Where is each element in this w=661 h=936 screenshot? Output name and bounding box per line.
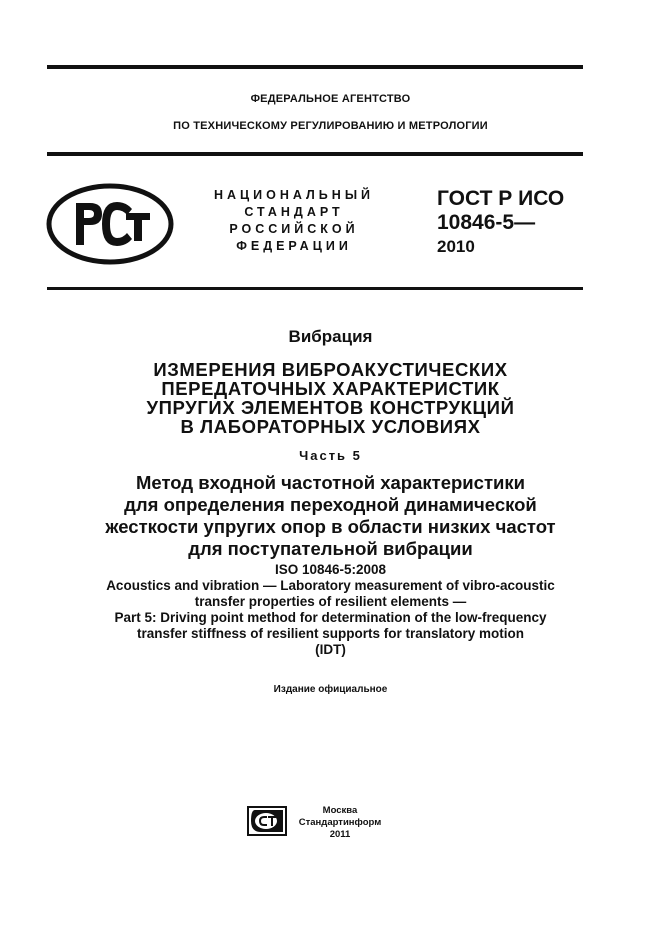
publisher-imprint [296, 805, 384, 841]
edition-label: Издание официальное [273, 684, 388, 695]
standard-designation [437, 187, 607, 259]
gost-r-certification-logo-icon [46, 183, 174, 265]
publisher-city: Москва [322, 805, 358, 816]
publisher-name: Стандартинформ [298, 817, 382, 828]
standartinform-logo-icon [247, 806, 287, 836]
lower-rule [47, 287, 583, 290]
english-title-line: Acoustics and vibration — Laboratory measurement of vibro-acoustic [106, 578, 555, 593]
main-title [0, 360, 661, 436]
part-title-line: Метод входной частотной характеристики [135, 472, 526, 493]
designation-line-1: ГОСТ Р ИСО [437, 187, 565, 210]
part-title [0, 472, 661, 560]
national-standard-line: СТАНДАРТ [244, 205, 344, 219]
designation-year: 2010 [437, 237, 475, 256]
designation-line-2: 10846-5— [437, 211, 536, 234]
subject-title: Вибрация [288, 327, 373, 346]
middle-rule [47, 152, 583, 156]
national-standard-line: НАЦИОНАЛЬНЫЙ [213, 188, 375, 202]
english-title [0, 578, 661, 658]
main-title-line: ИЗМЕРЕНИЯ ВИБРОАКУСТИЧЕСКИХ [153, 359, 508, 380]
national-standard-line: РОССИЙСКОЙ [229, 222, 359, 236]
english-title-line: (IDT) [315, 642, 346, 657]
agency-line-1: ФЕДЕРАЛЬНОЕ АГЕНТСТВО [250, 93, 411, 105]
iso-number: ISO 10846-5:2008 [274, 562, 387, 577]
main-title-line: УПРУГИХ ЭЛЕМЕНТОВ КОНСТРУКЦИЙ [146, 397, 515, 418]
agency-line-2: ПО ТЕХНИЧЕСКОМУ РЕГУЛИРОВАНИЮ И МЕТРОЛОГИИ [173, 120, 488, 132]
main-title-line: ПЕРЕДАТОЧНЫХ ХАРАКТЕРИСТИК [161, 378, 500, 399]
english-title-line: Part 5: Driving point method for determination of the low-frequency [114, 610, 547, 625]
publisher-year: 2011 [329, 829, 351, 840]
english-title-line: transfer properties of resilient elements — [194, 594, 467, 609]
top-rule [47, 65, 583, 69]
part-title-line: для определения переходной динамической [124, 494, 537, 515]
english-title-line: transfer stiffness of resilient supports for translatory motion [136, 626, 525, 641]
national-standard-label [196, 187, 392, 255]
national-standard-line: ФЕДЕРАЦИИ [236, 239, 352, 253]
part-label: Часть 5 [299, 448, 362, 463]
main-title-line: В ЛАБОРАТОРНЫХ УСЛОВИЯХ [180, 416, 481, 437]
part-title-line: жесткости упругих опор в области низких частот [105, 516, 556, 537]
part-title-line: для поступательной вибрации [188, 538, 473, 559]
